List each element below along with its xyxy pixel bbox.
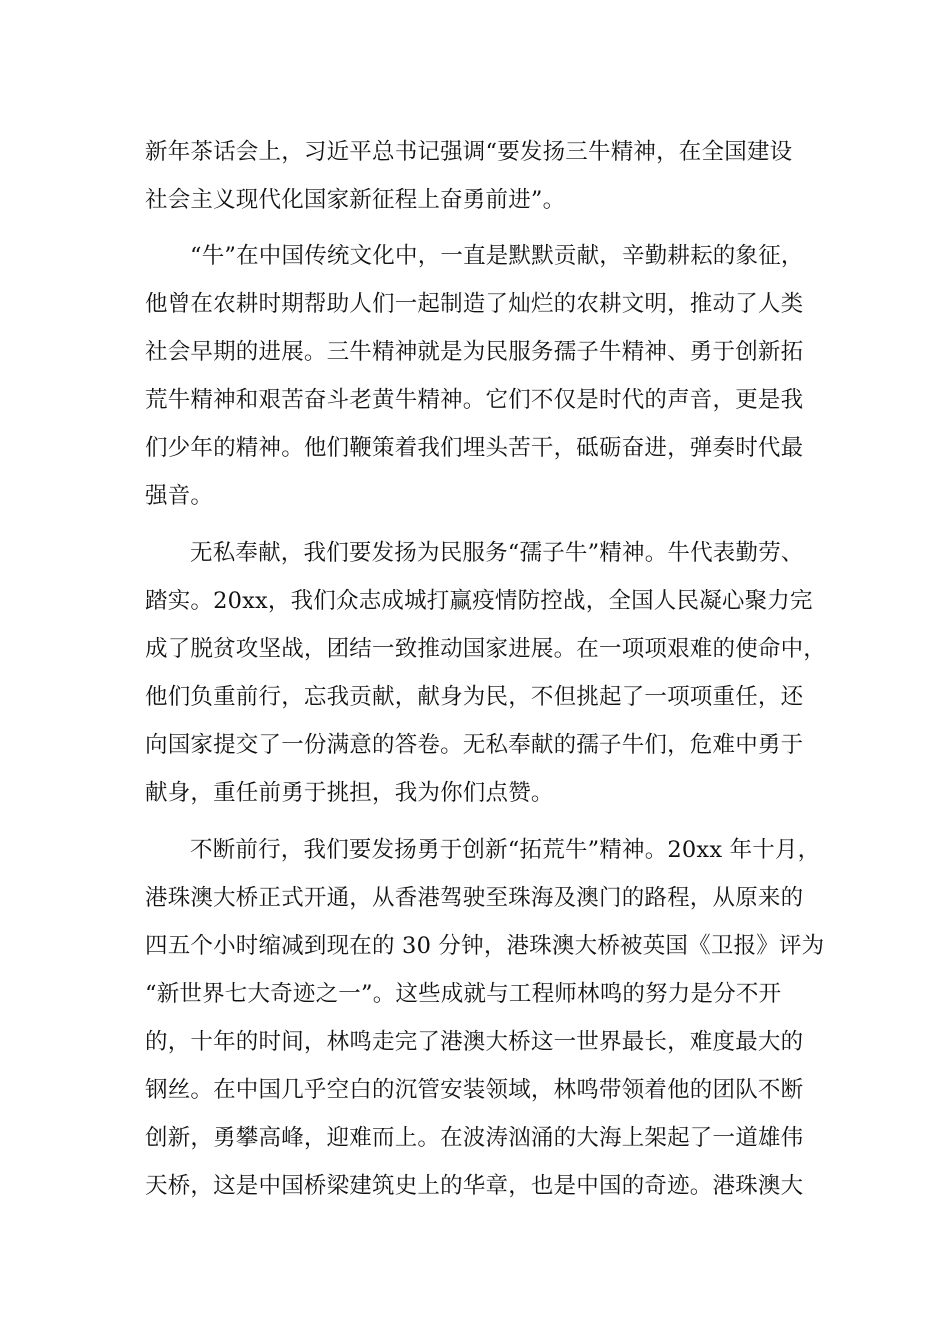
paragraph-first-line: 无私奉献，我们要发扬为民服务“孺子牛”精神。牛代表勤劳、 xyxy=(190,540,804,566)
text-line: 向国家提交了一份满意的答卷。无私奉献的孺子牛们，危难中勇于 xyxy=(145,732,804,758)
text-line: 献身，重任前勇于挑担，我为你们点赞。 xyxy=(145,780,554,806)
text-line: 港珠澳大桥正式开通，从香港驾驶至珠海及澳门的路程，从原来的 xyxy=(145,885,804,911)
text-line: 创新，勇攀高峰，迎难而上。在波涛汹涌的大海上架起了一道雄伟 xyxy=(145,1125,804,1151)
paragraph-first-line: 不断前行，我们要发扬勇于创新“拓荒牛”精神。20xx 年十月， xyxy=(190,837,821,863)
text-line: 们少年的精神。他们鞭策着我们埋头苦干，砥砺奋进，弹奏时代最 xyxy=(145,435,804,461)
text-line: 社会早期的进展。三牛精神就是为民服务孺子牛精神、勇于创新拓 xyxy=(145,339,804,365)
text-line: 强音。 xyxy=(145,483,214,509)
text-line: 他们负重前行，忘我贡献，献身为民，不但挑起了一项项重任，还 xyxy=(145,684,804,710)
paragraph-first-line: “牛”在中国传统文化中，一直是默默贡献，辛勤耕耘的象征， xyxy=(190,243,804,269)
text-line: 新年茶话会上，习近平总书记强调“要发扬三牛精神，在全国建设 xyxy=(145,139,793,165)
text-line: 成了脱贫攻坚战，团结一致推动国家进展。在一项项艰难的使命中， xyxy=(145,636,827,662)
text-line: 钢丝。在中国几乎空白的沉管安装领域，林鸣带领着他的团队不断 xyxy=(145,1077,804,1103)
text-line: 他曾在农耕时期帮助人们一起制造了灿烂的农耕文明，推动了人类 xyxy=(145,291,804,317)
text-line: “新世界七大奇迹之一”。这些成就与工程师林鸣的努力是分不开 xyxy=(145,981,782,1007)
text-line: 踏实。20xx，我们众志成城打赢疫情防控战，全国人民凝心聚力完 xyxy=(145,588,813,614)
text-line: 的，十年的时间，林鸣走完了港澳大桥这一世界最长，难度最大的 xyxy=(145,1029,804,1055)
text-line: 社会主义现代化国家新征程上奋勇前进”。 xyxy=(145,187,566,213)
text-line: 天桥，这是中国桥梁建筑史上的华章，也是中国的奇迹。港珠澳大 xyxy=(145,1173,804,1199)
text-line: 荒牛精神和艰苦奋斗老黄牛精神。它们不仅是时代的声音，更是我 xyxy=(145,387,804,413)
text-line: 四五个小时缩减到现在的 30 分钟，港珠澳大桥被英国《卫报》评为 xyxy=(145,933,825,959)
